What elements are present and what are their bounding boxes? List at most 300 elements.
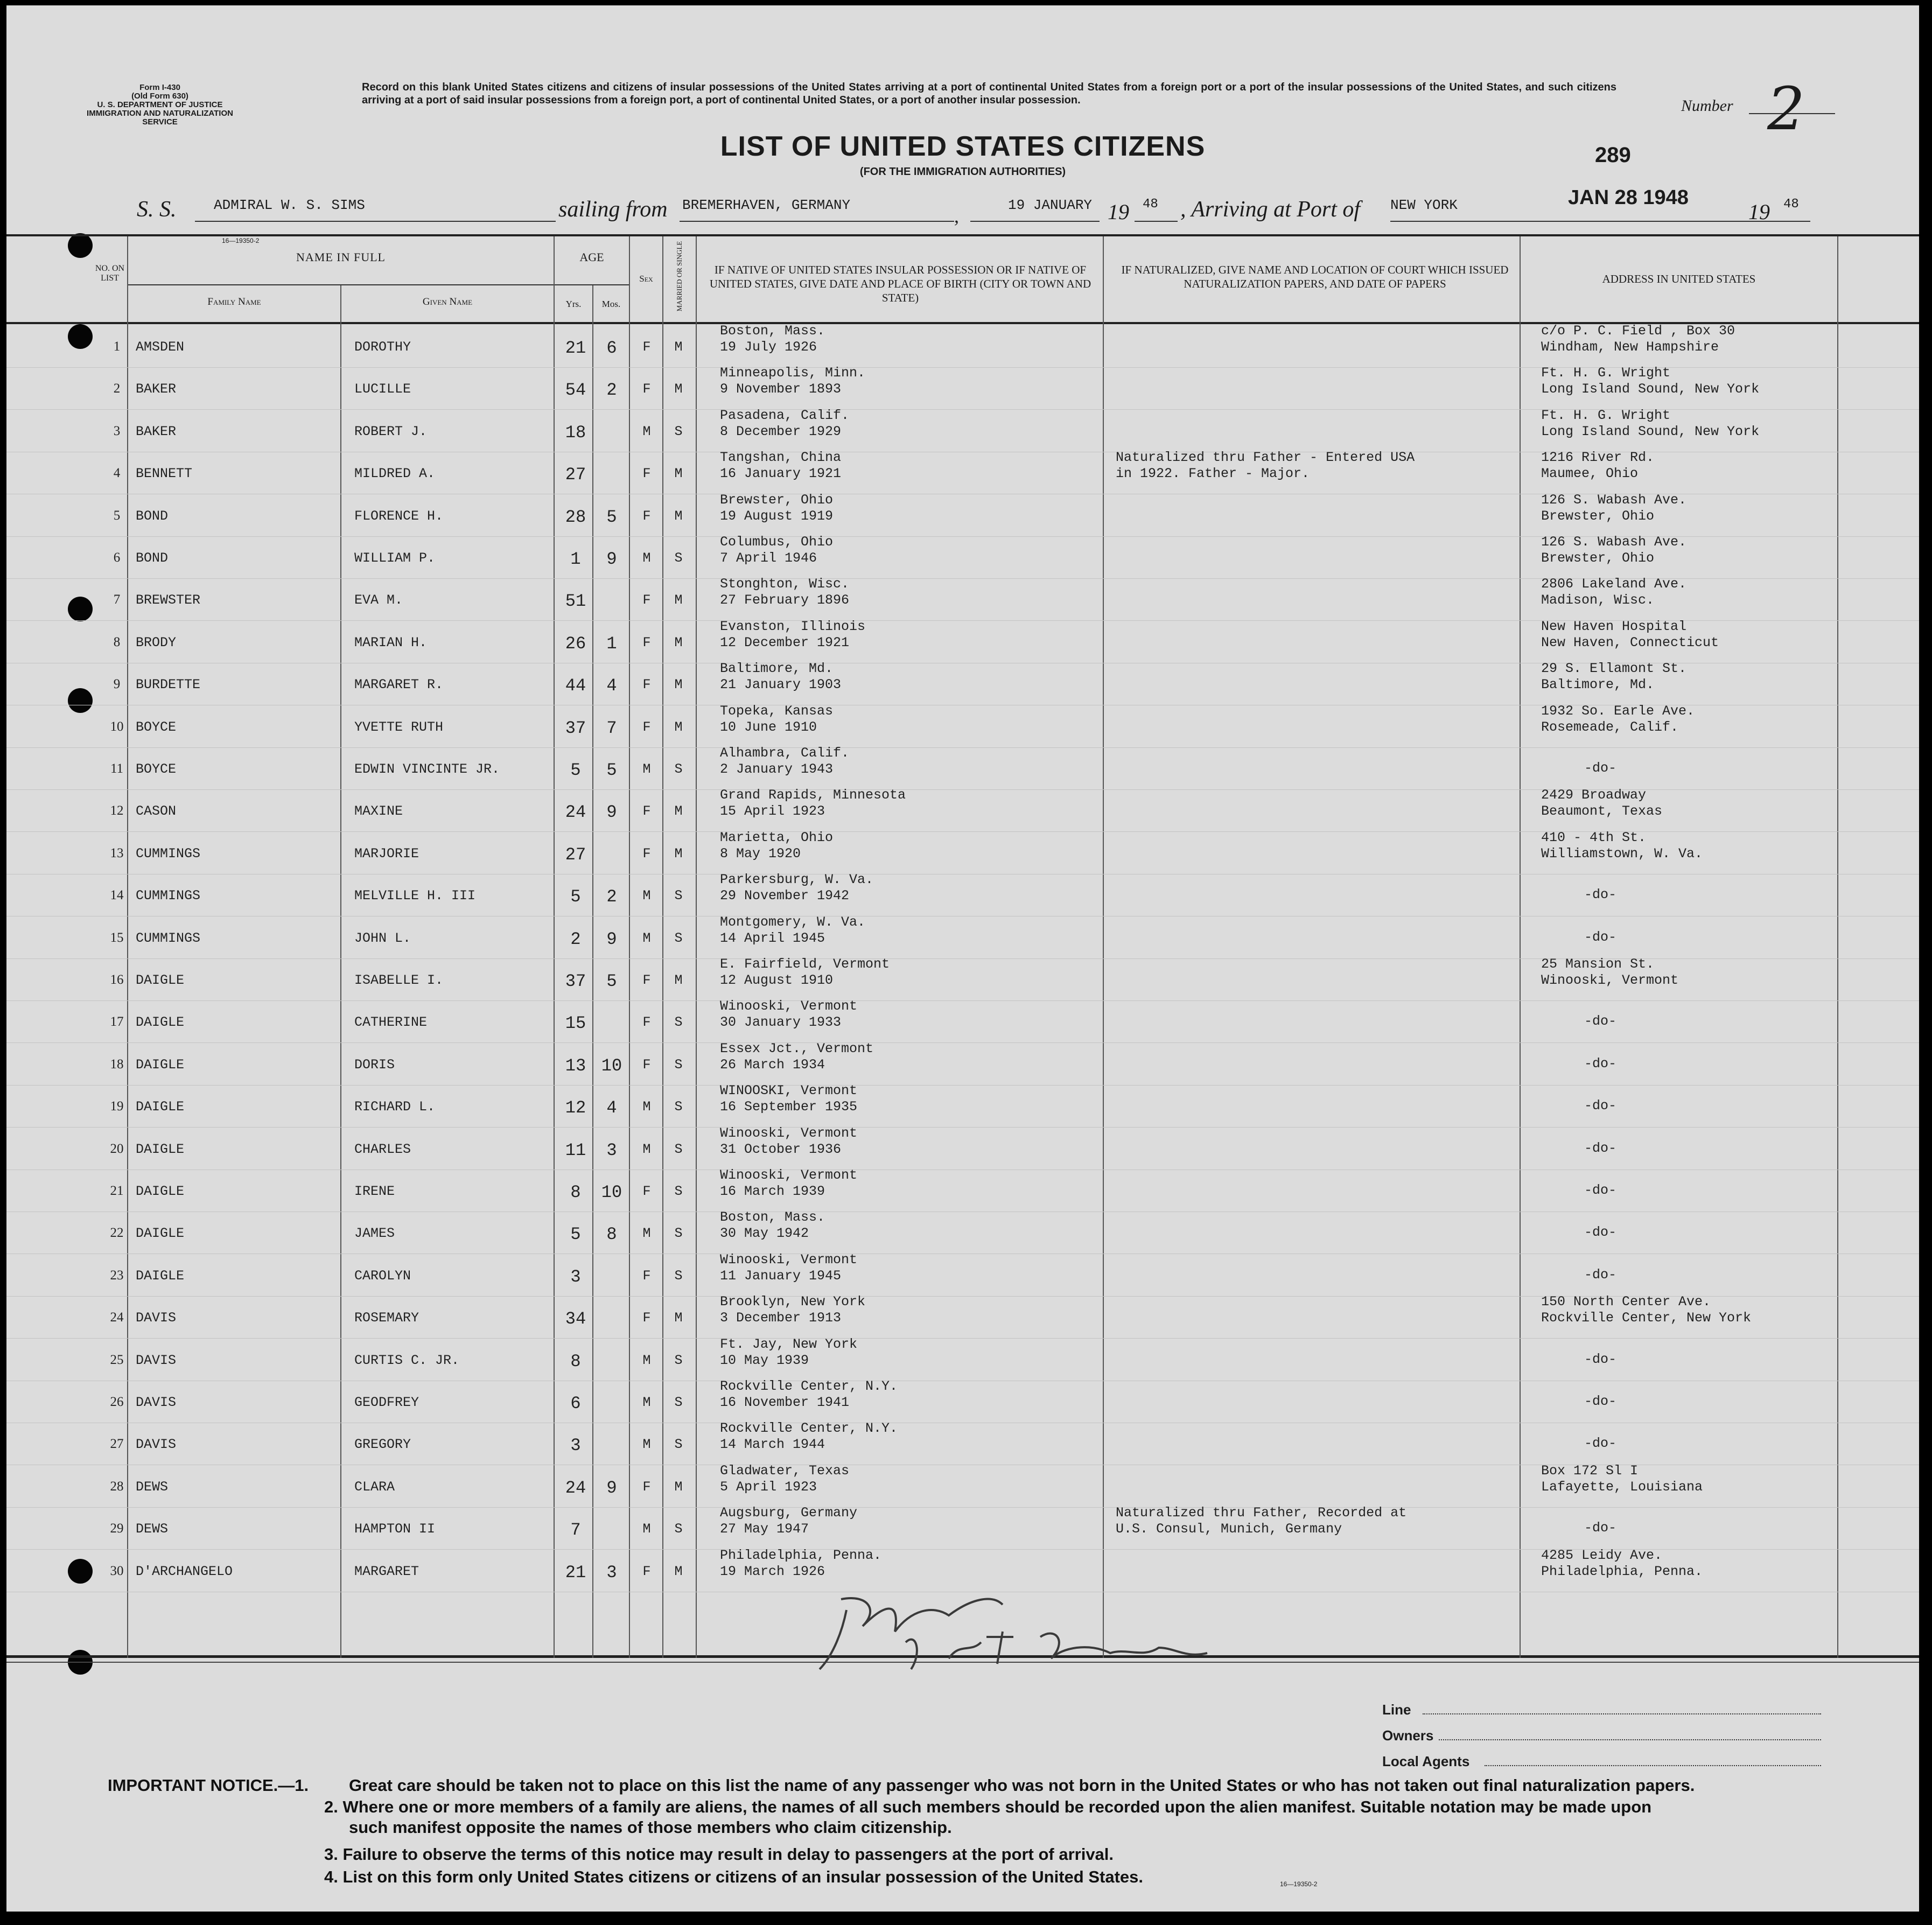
- birth-place: Brooklyn, New York: [720, 1294, 866, 1310]
- passenger-row: [6, 1336, 1919, 1382]
- address-ditto: -do-: [1584, 1013, 1617, 1029]
- service-name: IMMIGRATION AND NATURALIZATION SERVICE: [87, 109, 233, 127]
- given-name: DOROTHY: [354, 339, 411, 355]
- family-name: BAKER: [136, 381, 177, 397]
- passenger-row: [6, 576, 1919, 621]
- address-line-1: 1932 So. Earle Ave.: [1541, 703, 1695, 719]
- address-line-1: 1216 River Rd.: [1541, 450, 1655, 465]
- family-name: DEWS: [136, 1521, 169, 1537]
- marital-status: M: [674, 339, 683, 355]
- family-name: BOYCE: [136, 761, 177, 777]
- address-line-2: Madison, Wisc.: [1541, 592, 1655, 608]
- given-name: ROSEMARY: [354, 1310, 419, 1326]
- row-number: 4: [113, 466, 121, 480]
- given-name: MAXINE: [354, 803, 403, 819]
- given-name: DORIS: [354, 1057, 395, 1073]
- sex: F: [642, 1310, 651, 1326]
- passenger-row: [6, 619, 1919, 664]
- row-rule: [6, 1507, 1919, 1508]
- given-name: LUCILLE: [354, 381, 411, 397]
- passenger-row: [6, 534, 1919, 579]
- row-number: 20: [110, 1142, 124, 1156]
- row-number: 27: [110, 1437, 124, 1451]
- age-years: 51: [565, 591, 586, 611]
- birth-place: Winooski, Vermont: [720, 998, 858, 1014]
- page-title: LIST OF UNITED STATES CITIZENS: [720, 131, 1206, 162]
- notice-1: Great care should be taken not to place on this list the name of any passenger who was not born in the United States or who has not taken out final naturalization papers.: [349, 1776, 1695, 1795]
- header-family-name: Family Name: [207, 296, 261, 307]
- given-name: GEODFREY: [354, 1395, 419, 1410]
- birth-date: 2 January 1943: [720, 761, 834, 777]
- sex: M: [642, 1099, 651, 1115]
- family-name: BOYCE: [136, 719, 177, 735]
- age-years: 5: [570, 1224, 581, 1244]
- birth-place: Stonghton, Wisc.: [720, 576, 850, 592]
- row-rule: [6, 1042, 1919, 1043]
- birth-place: Topeka, Kansas: [720, 703, 834, 719]
- sailing-label: sailing from: [558, 197, 668, 222]
- family-name: AMSDEN: [136, 339, 185, 355]
- given-name: YVETTE RUTH: [354, 719, 444, 735]
- birth-place: WINOOSKI, Vermont: [720, 1083, 858, 1098]
- row-number: 5: [113, 508, 121, 523]
- sex: F: [642, 339, 651, 355]
- row-rule: [6, 747, 1919, 748]
- notice-4: 4. List on this form only United States citizens or citizens of an insular possession of the United States.: [324, 1867, 1143, 1886]
- given-name: JAMES: [354, 1226, 395, 1241]
- birth-date: 16 September 1935: [720, 1099, 858, 1115]
- year-underline: [1135, 221, 1178, 222]
- birth-place: Columbus, Ohio: [720, 534, 834, 550]
- sex: F: [642, 635, 651, 650]
- family-name: DAIGLE: [136, 1226, 185, 1241]
- sex: F: [642, 508, 651, 524]
- row-number: 2: [113, 381, 121, 396]
- department-name: U. S. DEPARTMENT OF JUSTICE: [97, 100, 223, 109]
- age-months: 1: [606, 634, 617, 654]
- marital-status: S: [674, 550, 683, 566]
- marital-status: S: [674, 761, 683, 777]
- row-number: 7: [113, 592, 121, 607]
- birth-place: Winooski, Vermont: [720, 1125, 858, 1141]
- sex: M: [642, 888, 651, 904]
- birth-date: 14 April 1945: [720, 930, 825, 946]
- age-months: 7: [606, 718, 617, 738]
- family-name: DAVIS: [136, 1395, 177, 1410]
- address-ditto: -do-: [1584, 1267, 1617, 1283]
- age-months: 2: [606, 380, 617, 400]
- birth-place: Philadelphia, Penna.: [720, 1548, 882, 1563]
- address-ditto: -do-: [1584, 1098, 1617, 1114]
- header-sex: Sex: [639, 274, 653, 284]
- address-line-1: 126 S. Wabash Ave.: [1541, 492, 1687, 508]
- header-given-name: Given Name: [422, 296, 473, 307]
- address-line-1: 150 North Center Ave.: [1541, 1294, 1711, 1310]
- age-years: 5: [570, 760, 581, 780]
- sex: M: [642, 1142, 651, 1157]
- page-stamp: 289: [1595, 143, 1631, 167]
- passenger-row: [6, 872, 1919, 917]
- family-name: CUMMINGS: [136, 930, 201, 946]
- birth-date: 8 December 1929: [720, 424, 842, 439]
- passenger-row: [6, 1209, 1919, 1255]
- birth-place: Montgomery, W. Va.: [720, 914, 866, 930]
- address-line-2: Long Island Sound, New York: [1541, 424, 1760, 439]
- address-line-2: Williamstown, W. Va.: [1541, 846, 1703, 862]
- marital-status: M: [674, 1310, 683, 1326]
- agents-field[interactable]: [1485, 1765, 1821, 1766]
- naturalization-line-1: Naturalized thru Father, Recorded at: [1116, 1505, 1407, 1521]
- row-number: 30: [110, 1564, 124, 1578]
- passenger-row: [6, 703, 1919, 748]
- row-number: 14: [110, 888, 124, 902]
- address-line-2: Winooski, Vermont: [1541, 972, 1679, 988]
- marital-status: M: [674, 1564, 683, 1579]
- row-number: 21: [110, 1184, 124, 1198]
- birth-date: 27 May 1947: [720, 1521, 809, 1537]
- name-subheader-rule: [128, 284, 554, 285]
- year-suffix: 48: [1143, 197, 1158, 212]
- birth-date: 19 August 1919: [720, 508, 834, 524]
- given-name: WILLIAM P.: [354, 550, 436, 566]
- family-name: CUMMINGS: [136, 846, 201, 862]
- age-months: 2: [606, 887, 617, 907]
- naturalization-line-2: U.S. Consul, Munich, Germany: [1116, 1521, 1342, 1537]
- comma: ,: [954, 205, 959, 227]
- marital-status: S: [674, 1099, 683, 1115]
- birth-date: 19 March 1926: [720, 1564, 825, 1579]
- ship-name: ADMIRAL W. S. SIMS: [214, 197, 365, 213]
- address-line-2: Philadelphia, Penna.: [1541, 1564, 1703, 1579]
- address-line-2: Brewster, Ohio: [1541, 550, 1655, 566]
- family-name: DAIGLE: [136, 1057, 185, 1073]
- row-number: 19: [110, 1099, 124, 1114]
- port-underline: [1390, 221, 1740, 222]
- birth-place: Rockville Center, N.Y.: [720, 1378, 898, 1394]
- age-years: 2: [570, 929, 581, 949]
- age-years: 54: [565, 380, 586, 400]
- age-years: 15: [565, 1013, 586, 1033]
- birth-place: Ft. Jay, New York: [720, 1336, 858, 1352]
- address-ditto: -do-: [1584, 1520, 1617, 1536]
- address-line-1: Box 172 Sl I: [1541, 1463, 1639, 1479]
- birth-place: Boston, Mass.: [720, 323, 825, 339]
- age-months: 8: [606, 1224, 617, 1244]
- birth-place: Minneapolis, Minn.: [720, 365, 866, 381]
- form-number: Form I-430: [139, 83, 180, 92]
- age-years: 24: [565, 1478, 586, 1498]
- given-name: IRENE: [354, 1184, 395, 1199]
- family-name: DAVIS: [136, 1353, 177, 1368]
- address-line-2: Long Island Sound, New York: [1541, 381, 1760, 397]
- birth-date: 7 April 1946: [720, 550, 817, 566]
- family-name: DAIGLE: [136, 1014, 185, 1030]
- family-name: BURDETTE: [136, 677, 201, 692]
- family-name: DAIGLE: [136, 1268, 185, 1284]
- age-years: 3: [570, 1267, 581, 1287]
- marital-status: S: [674, 1142, 683, 1157]
- age-months: 4: [606, 1098, 617, 1118]
- passenger-row: [6, 450, 1919, 495]
- given-name: EVA M.: [354, 592, 403, 608]
- row-number: 29: [110, 1521, 124, 1536]
- agents-label: Local Agents: [1382, 1753, 1470, 1769]
- address-line-2: Rockville Center, New York: [1541, 1310, 1752, 1326]
- birth-date: 21 January 1903: [720, 677, 842, 692]
- naturalization-line-2: in 1922. Father - Major.: [1116, 466, 1310, 481]
- given-name: MARGARET: [354, 1564, 419, 1579]
- birth-place: Gladwater, Texas: [720, 1463, 850, 1479]
- row-rule: [6, 1127, 1919, 1128]
- sex: F: [642, 1014, 651, 1030]
- family-name: BOND: [136, 508, 169, 524]
- marital-status: S: [674, 1014, 683, 1030]
- age-subheader-rule: [555, 284, 629, 285]
- address-line-1: 2806 Lakeland Ave.: [1541, 576, 1687, 592]
- age-years: 3: [570, 1436, 581, 1455]
- given-name: ISABELLE I.: [354, 972, 444, 988]
- birth-date: 16 March 1939: [720, 1184, 825, 1199]
- notice-2b: such manifest opposite the names of those members who claim citizenship.: [349, 1818, 952, 1837]
- row-number: 23: [110, 1268, 124, 1283]
- marital-status: M: [674, 466, 683, 481]
- sex: M: [642, 424, 651, 439]
- birth-place: Pasadena, Calif.: [720, 408, 850, 423]
- sex: M: [642, 1521, 651, 1537]
- sailing-from: BREMERHAVEN, GERMANY: [682, 197, 851, 213]
- passenger-row: [6, 914, 1919, 960]
- family-name: BAKER: [136, 424, 177, 439]
- age-years: 11: [565, 1140, 586, 1160]
- age-months: 9: [606, 549, 617, 569]
- address-line-1: 126 S. Wabash Ave.: [1541, 534, 1687, 550]
- address-ditto: -do-: [1584, 929, 1617, 945]
- header-yrs: Yrs.: [565, 299, 582, 309]
- birth-date: 10 June 1910: [720, 719, 817, 735]
- passenger-row: [6, 661, 1919, 706]
- birth-place: Rockville Center, N.Y.: [720, 1420, 898, 1436]
- marital-status: S: [674, 888, 683, 904]
- print-code: 16—19350-2: [222, 237, 260, 244]
- marital-status: M: [674, 381, 683, 397]
- age-years: 37: [565, 718, 586, 738]
- header-name-in-full: NAME IN FULL: [296, 250, 386, 264]
- given-name: MILDRED A.: [354, 466, 436, 481]
- address-ditto: -do-: [1584, 1182, 1617, 1198]
- marital-status: S: [674, 1057, 683, 1073]
- row-number: 22: [110, 1226, 124, 1240]
- address-ditto: -do-: [1584, 1394, 1617, 1409]
- passenger-row: [6, 787, 1919, 832]
- passenger-row: [6, 1505, 1919, 1550]
- given-name: MARGARET R.: [354, 677, 444, 692]
- family-name: DAVIS: [136, 1310, 177, 1326]
- birth-date: 31 October 1936: [720, 1142, 842, 1157]
- sailing-date: 19 JANUARY: [1008, 197, 1093, 213]
- sex: F: [642, 972, 651, 988]
- arrival-year-prefix: 19: [1748, 200, 1770, 224]
- address-line-2: Rosemeade, Calif.: [1541, 719, 1679, 735]
- notice-2a: 2. Where one or more members of a family are aliens, the names of all such members should be recorded upon the alien manifest. Suitable notation may be made upon: [324, 1797, 1652, 1816]
- manifest-sheet: [6, 5, 1919, 1912]
- marital-status: M: [674, 719, 683, 735]
- address-line-2: Lafayette, Louisiana: [1541, 1479, 1703, 1495]
- birth-place: Tangshan, China: [720, 450, 842, 465]
- header-age: AGE: [579, 250, 604, 264]
- passenger-row: [6, 365, 1919, 410]
- age-years: 37: [565, 971, 586, 991]
- ship-underline: [195, 221, 556, 222]
- row-number: 8: [113, 635, 121, 649]
- address-line-2: Maumee, Ohio: [1541, 466, 1639, 481]
- owners-field[interactable]: [1439, 1739, 1821, 1740]
- address-line-2: Windham, New Hampshire: [1541, 339, 1719, 355]
- birth-place: Brewster, Ohio: [720, 492, 834, 508]
- address-line-1: 2429 Broadway: [1541, 787, 1647, 803]
- row-number: 16: [110, 972, 124, 987]
- birth-date: 16 November 1941: [720, 1395, 850, 1410]
- age-years: 34: [565, 1309, 586, 1329]
- notice-title: IMPORTANT NOTICE.—1.: [108, 1776, 309, 1795]
- arrival-date-stamp: JAN 28 1948: [1568, 186, 1689, 209]
- family-name: BREWSTER: [136, 592, 201, 608]
- marital-status: M: [674, 635, 683, 650]
- address-ditto: -do-: [1584, 1056, 1617, 1072]
- birth-date: 12 December 1921: [720, 635, 850, 650]
- age-months: 3: [606, 1140, 617, 1160]
- marital-status: M: [674, 803, 683, 819]
- given-name: CATHERINE: [354, 1014, 428, 1030]
- address-line-1: c/o P. C. Field , Box 30: [1541, 323, 1735, 339]
- notice-3: 3. Failure to observe the terms of this notice may result in delay to passengers at the port of arrival.: [324, 1845, 1114, 1864]
- marital-status: M: [674, 972, 683, 988]
- arrival-port: NEW YORK: [1390, 197, 1458, 213]
- address-line-1: 25 Mansion St.: [1541, 956, 1655, 972]
- marital-status: M: [674, 846, 683, 862]
- passenger-row: [6, 1167, 1919, 1213]
- marital-status: M: [674, 508, 683, 524]
- age-years: 24: [565, 802, 586, 822]
- passenger-row: [6, 323, 1919, 368]
- row-number: 9: [113, 677, 121, 691]
- birth-date: 11 January 1945: [720, 1268, 842, 1284]
- age-years: 7: [570, 1520, 581, 1540]
- row-number: 1: [113, 339, 121, 354]
- age-months: 10: [601, 1182, 622, 1202]
- line-field[interactable]: [1423, 1713, 1821, 1714]
- birth-place: Winooski, Vermont: [720, 1252, 858, 1268]
- row-number: 10: [110, 719, 124, 734]
- sex: M: [642, 1226, 651, 1241]
- year-prefix: 19: [1108, 200, 1129, 224]
- age-months: 5: [606, 971, 617, 991]
- birth-date: 30 May 1942: [720, 1226, 809, 1241]
- family-name: BOND: [136, 550, 169, 566]
- passenger-row: [6, 956, 1919, 1002]
- row-number: 25: [110, 1353, 124, 1367]
- age-years: 27: [565, 465, 586, 485]
- header-married-single: MARRIED OR SINGLE: [675, 241, 683, 312]
- age-months: 4: [606, 676, 617, 696]
- address-line-1: New Haven Hospital: [1541, 619, 1687, 634]
- arriving-label: , Arriving at Port of: [1180, 197, 1361, 222]
- address-line-1: 4285 Leidy Ave.: [1541, 1548, 1663, 1563]
- from-underline: [680, 221, 954, 222]
- family-name: DAVIS: [136, 1437, 177, 1452]
- marital-status: S: [674, 424, 683, 439]
- row-number: 24: [110, 1310, 124, 1325]
- arrival-year-suffix: 48: [1783, 197, 1799, 212]
- sex: F: [642, 466, 651, 481]
- sex: M: [642, 1353, 651, 1368]
- given-name: CURTIS C. JR.: [354, 1353, 460, 1368]
- passenger-row: [6, 1378, 1919, 1424]
- row-number: 26: [110, 1395, 124, 1409]
- family-name: DAIGLE: [136, 1142, 185, 1157]
- header-address: ADDRESS IN UNITED STATES: [1602, 272, 1756, 285]
- row-number: 18: [110, 1057, 124, 1072]
- birth-date: 29 November 1942: [720, 888, 850, 904]
- age-years: 27: [565, 845, 586, 865]
- family-name: DEWS: [136, 1479, 169, 1495]
- naturalization-line-1: Naturalized thru Father - Entered USA: [1116, 450, 1415, 465]
- given-name: MARJORIE: [354, 846, 419, 862]
- row-number: 11: [110, 761, 124, 776]
- birth-place: Essex Jct., Vermont: [720, 1041, 874, 1056]
- marital-status: S: [674, 1395, 683, 1410]
- marital-status: S: [674, 930, 683, 946]
- sex: F: [642, 803, 651, 819]
- header-birth: IF NATIVE OF UNITED STATES INSULAR POSSESSION OR IF NATIVE OF UNITED STATES, GIVE DATE AND PLACE OF BIRTH (CITY OR TOWN AND STATE): [709, 263, 1091, 304]
- given-name: MELVILLE H. III: [354, 888, 476, 904]
- given-name: EDWIN VINCINTE JR.: [354, 761, 500, 777]
- sex: F: [642, 1057, 651, 1073]
- birth-place: Parkersburg, W. Va.: [720, 872, 874, 887]
- birth-place: Boston, Mass.: [720, 1209, 825, 1225]
- age-months: 5: [606, 760, 617, 780]
- passenger-row: [6, 1125, 1919, 1171]
- family-name: DAIGLE: [136, 1099, 185, 1115]
- marital-status: S: [674, 1268, 683, 1284]
- given-name: FLORENCE H.: [354, 508, 444, 524]
- passenger-row: [6, 830, 1919, 875]
- address-line-1: Ft. H. G. Wright: [1541, 365, 1671, 381]
- marital-status: M: [674, 1479, 683, 1495]
- age-months: 9: [606, 929, 617, 949]
- birth-date: 3 December 1913: [720, 1310, 842, 1326]
- birth-place: Grand Rapids, Minnesota: [720, 787, 906, 803]
- age-years: 13: [565, 1056, 586, 1076]
- age-years: 6: [570, 1394, 581, 1413]
- address-line-2: Beaumont, Texas: [1541, 803, 1663, 819]
- given-name: MARIAN H.: [354, 635, 428, 650]
- marital-status: M: [674, 592, 683, 608]
- birth-place: E. Fairfield, Vermont: [720, 956, 890, 972]
- marital-status: S: [674, 1353, 683, 1368]
- age-months: 5: [606, 507, 617, 527]
- age-years: 8: [570, 1182, 581, 1202]
- ss-label: S. S.: [137, 197, 177, 222]
- arrival-year-underline: [1778, 221, 1810, 222]
- sex: F: [642, 719, 651, 735]
- row-number: 28: [110, 1479, 124, 1494]
- passenger-row: [6, 1294, 1919, 1339]
- form-identifier: [76, 83, 243, 127]
- address-line-2: Brewster, Ohio: [1541, 508, 1655, 524]
- given-name: RICHARD L.: [354, 1099, 436, 1115]
- address-line-1: Ft. H. G. Wright: [1541, 408, 1671, 423]
- marital-status: S: [674, 1437, 683, 1452]
